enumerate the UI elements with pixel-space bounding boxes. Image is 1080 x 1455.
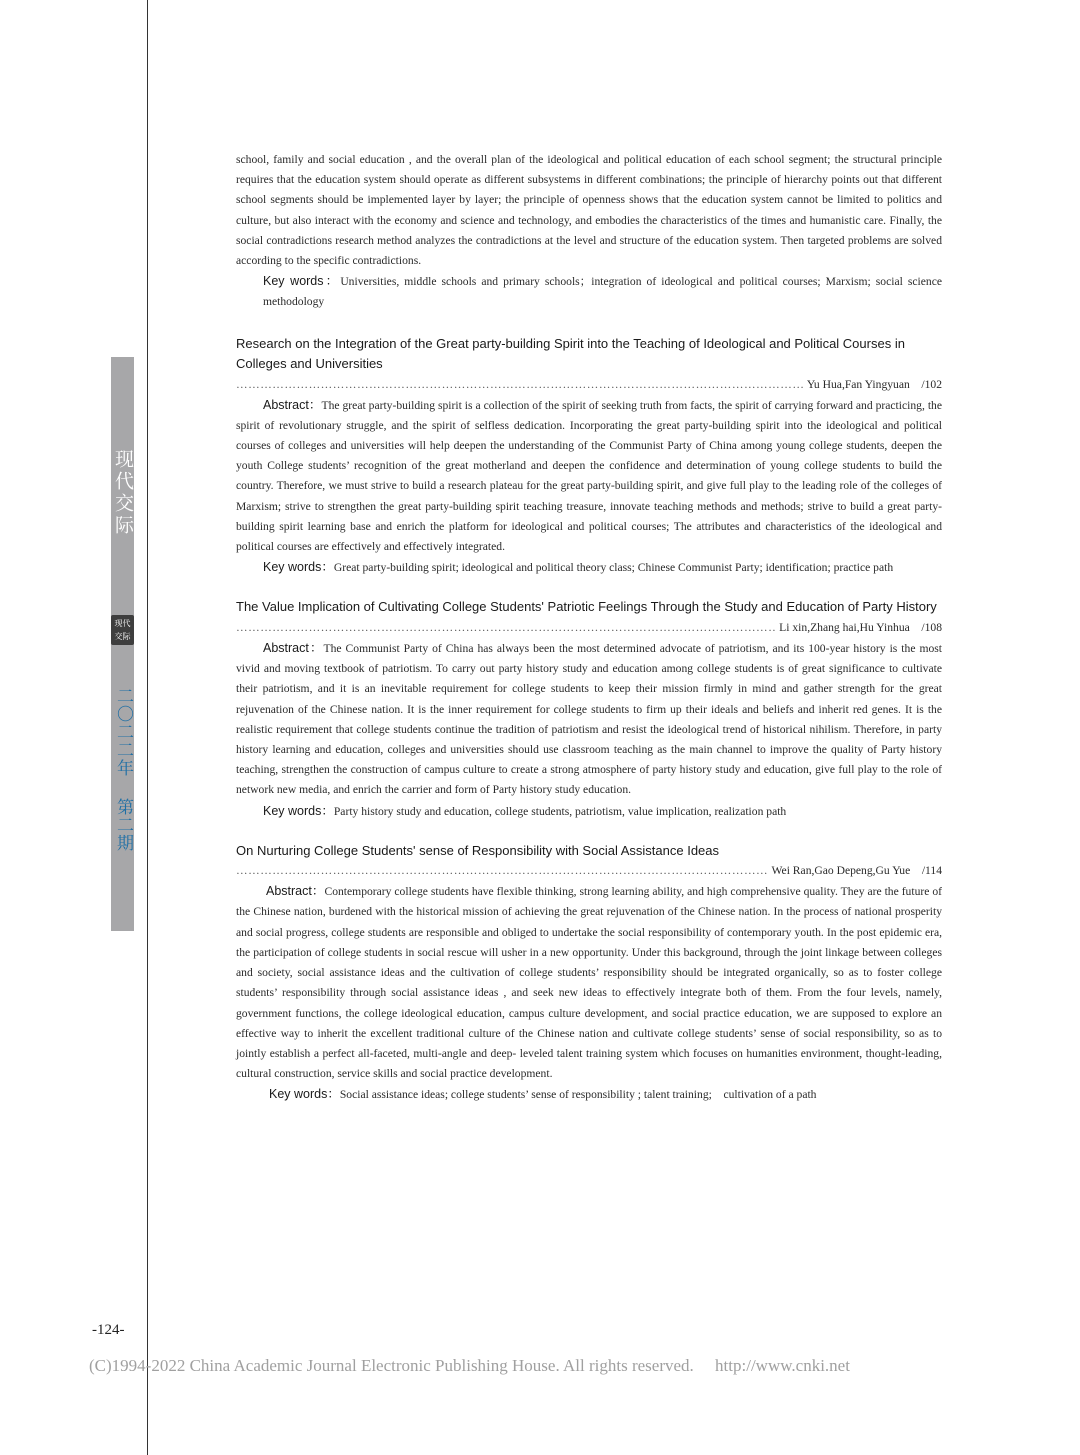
journal-sidebar [111, 357, 134, 931]
dot-leader [236, 375, 803, 395]
intro-section [236, 150, 942, 313]
copyright-notice: (C)1994-2022 China Academic Journal Electronic Publishing House. All rights reserved. http://www.cnki.net [89, 1356, 850, 1375]
abstract [236, 881, 942, 1084]
keywords-label: Key words： [263, 803, 334, 818]
author-line [236, 618, 942, 638]
keywords-text: Great party-building spirit; ideological and political theory class; Chinese Communist Party; identification; practice path [333, 561, 894, 575]
article-2 [236, 597, 942, 821]
keywords-text: Party history study and education, college students, patriotism, value implication, realization path [333, 804, 787, 818]
intro-paragraph: school, family and social education , and the overall plan of the ideological and political education of each school segment; the structural principle requires that the education system should operate as different subsystems in different combinations; the principle of hierarchy points out that different school segments should be implemented layer by layer; the principle of openness shows that the education system cannot be limited to politics and culture, but also interact with the economy and science and technology, and embodies the characteristics of the times and humanistic care. Finally, the social contradictions research method analyzes the contradictions at the level and structure of the education system. Then targeted problems are solved according to the specific contradictions. [236, 153, 942, 268]
keywords-text: Social assistance ideas; college students’ sense of responsibility ; talent training; cultivation of a path [339, 1088, 817, 1102]
page-content [236, 150, 942, 1106]
article-title: The Value Implication of Cultivating College Students' Patriotic Feelings Through the Study and Education of Party History [236, 599, 937, 615]
article-keywords [236, 557, 942, 578]
abstract-label: Abstract： [263, 397, 322, 412]
article-title: On Nurturing College Students' sense of Responsibility with Social Assistance Ideas [236, 842, 720, 858]
abstract [236, 395, 942, 558]
authors-page: Yu Hua,Fan Yingyuan /102 [806, 377, 942, 391]
keywords-label: Key words： [263, 560, 334, 575]
author-line [236, 861, 942, 881]
authors-page: Wei Ran,Gao Depeng,Gu Yue /114 [771, 864, 942, 878]
article-title: Research on the Integration of the Great party-building Spirit into the Teaching of Ideological and Political Courses in Colleges and Universities [236, 335, 905, 372]
intro-keywords [236, 271, 942, 312]
keywords-label: Key words： [263, 274, 341, 289]
article-1 [236, 334, 942, 579]
abstract-label: Abstract： [263, 640, 324, 655]
abstract-text: The great party-building spirit is a collection of the spirit of seeking truth from facts, the spirit of carrying forward and practicing, the spirit of revolutionary struggle, and the spirit of selfless dedication. Incorporating the great party-building spirit into the ideological and political courses of colleges and universities will help deepen the understanding of the Communist Party of China among young college students, deepen the youth College students’ recognition of the great motherland and deepen the confidence and determination of young college students to build the country. Therefore, we must strive to build a research plateau for the great party-building spirit, and give full play to the leading role of the colleges of Marxism; strive to strengthen the great party-building spirit teaching treasure, innovate teaching methods and methods; strive to build a great party-building spirit learning base and enrich the platform for ideological and political courses; The attributes and characteristics of the ideological and political courses are effectively and effectively integrated. [236, 398, 942, 554]
page-number: -124- [92, 1322, 125, 1338]
journal-seal-icon: 现代交际 [111, 615, 134, 645]
abstract-text: The Communist Party of China has always been the most determined advocate of patriotism, and its 100-year history is the most vivid and moving textbook of patriotism. To carry out party history study and education among college students is of great significance to cultivate their patriotism, and it is an inevitable requirement for college students to keep their mission firmly in mind and gather strength for the great rejuvenation of the Chinese nation. It is the inner requirement for college students to firm up their ideals and beliefs and inherit red genes. It is the realistic requirement that college students continue the tradition of patriotism and resist the ideological trend of historical nihilism. Therefore, in party history learning and education, colleges and universities should use classroom teaching as the main channel to improve the quality of Party history teaching, strengthen the construction of campus culture to create a strong atmosphere of party history study and education, give full play to the role of network new media, and enrich the carrier and form of Party history study education. [236, 641, 943, 797]
dot-leader [236, 618, 775, 638]
article-3 [236, 841, 942, 1106]
keywords-text: Universities, middle schools and primary schools；integration of ideological and political courses; Marxism; social science methodology [263, 275, 942, 309]
keywords-label: Key words： [269, 1087, 340, 1102]
abstract-text: Contemporary college students have flexible thinking, strong learning ability, and high comprehensive quality. They are the future of the Chinese nation, burdened with the historical mission of achieving the great rejuvenation of the Chinese nation. In the process of national prosperity and social progress, college students are responsible and obliged to undertake the social responsibility of contemporary youth. In the post epidemic era, the participation of college students in social rescue will usher in a new opportunity. Under this background, through the joint linkage between colleges and society, social assistance ideas and the cultivation of college students’ responsibility should be integrated organically, so as to foster college students’ responsibility through social assistance ideas , and seek new ideas to effectively integrate both of them. From the four levels, namely, government functions, the college ideological education, campus culture development, and social practice education, we are supposed to explore an effective way to inherit the excellent traditional culture of the Chinese nation and cultivate college students’ sense of social responsibility, so as to jointly establish a perfect all-faceted, multi-angle and deep- leveled talent training system which focuses on humanities environment, thought-leading, cultural construction, service skills and social practice development. [236, 885, 942, 1081]
dot-leader [236, 861, 768, 881]
abstract [236, 638, 942, 801]
journal-name: 现代交际 [112, 449, 134, 537]
page-margin-line [147, 0, 148, 1455]
authors-page: Li xin,Zhang hai,Hu Yinhua /108 [779, 620, 942, 634]
author-line [236, 375, 942, 395]
abstract-label: Abstract： [266, 884, 325, 899]
article-keywords [236, 801, 942, 822]
issue-label: 二〇二二年 第二期 [113, 687, 133, 852]
article-keywords [236, 1084, 942, 1105]
